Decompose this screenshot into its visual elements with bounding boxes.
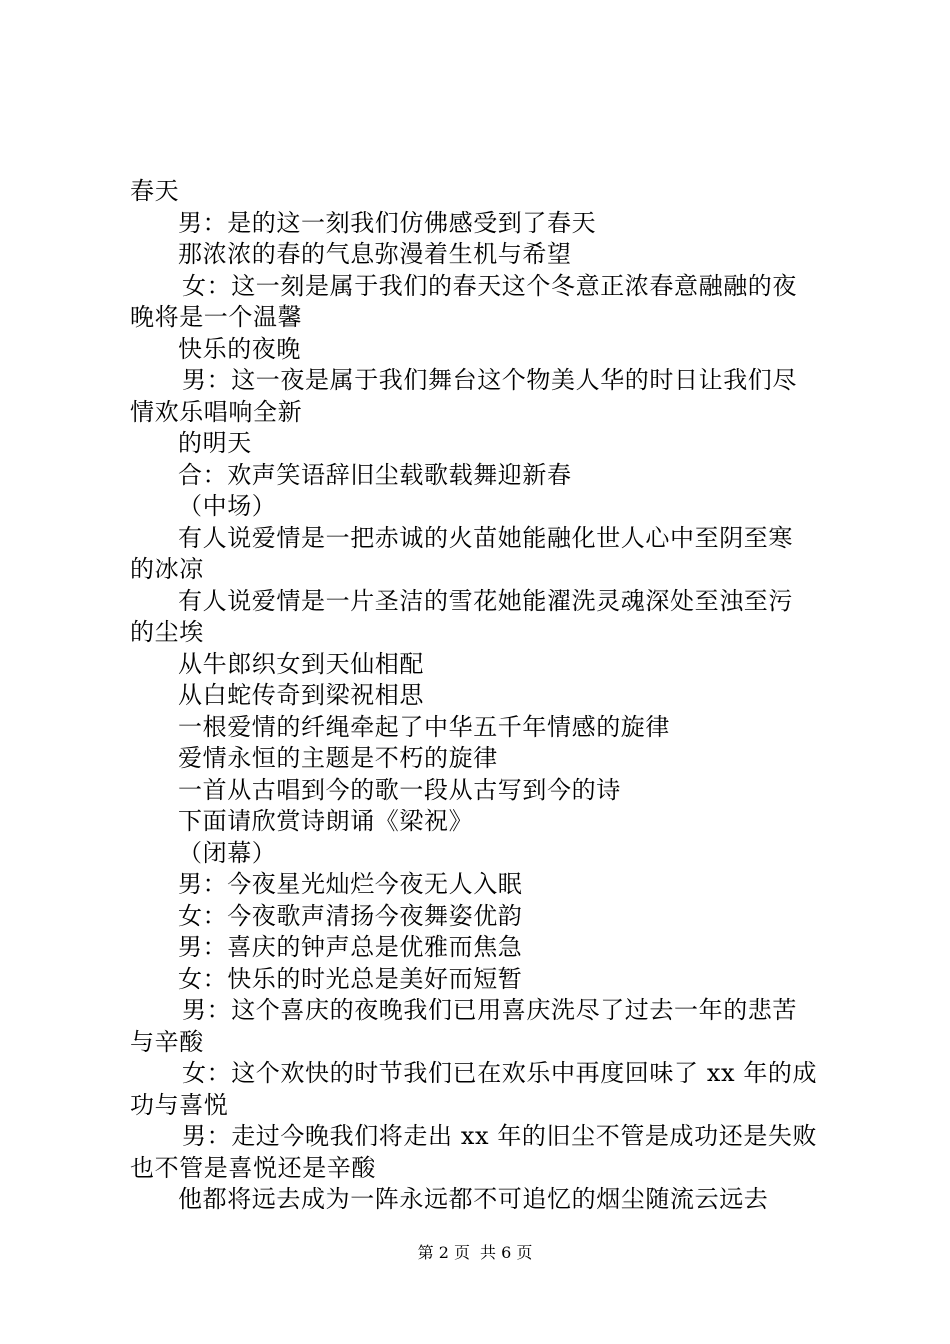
- text-line: 他都将远去成为一阵永远都不可追忆的烟尘随流云远去: [178, 1185, 769, 1213]
- text-line: 晚将是一个温馨: [130, 303, 303, 331]
- text-line: 男：是的这一刻我们仿佛感受到了春天: [178, 208, 597, 237]
- text-line: 男：走过今晚我们将走出 xx 年的旧尘不管是成功还是失败: [182, 1122, 818, 1150]
- text-line: 从牛郎织女到天仙相配: [178, 649, 424, 678]
- text-line: 情欢乐唱响全新: [130, 397, 303, 426]
- text-line: 下面请欣赏诗朗诵《梁祝》: [178, 807, 474, 835]
- page-footer: [0, 1243, 950, 1263]
- document-body: [130, 176, 830, 1216]
- text-line: 女：今夜歌声清扬今夜舞姿优韵: [178, 901, 523, 930]
- text-line: 的尘埃: [130, 618, 204, 646]
- text-line: 与辛酸: [130, 1027, 204, 1056]
- text-line: 女：快乐的时光总是美好而短暂: [178, 964, 523, 993]
- text-line: 男：今夜星光灿烂今夜无人入眠: [178, 870, 523, 898]
- text-line: 女：这个欢快的时节我们已在欢乐中再度回味了 xx 年的成: [182, 1059, 818, 1087]
- text-line: 有人说爱情是一把赤诚的火苗她能融化世人心中至阴至寒: [178, 523, 793, 552]
- text-line: 的明天: [178, 429, 252, 457]
- text-line: 女：这一刻是属于我们的春天这个冬意正浓春意融融的夜: [182, 271, 797, 300]
- text-line: 春天: [130, 177, 180, 205]
- text-line: 从白蛇传奇到梁祝相思: [178, 681, 424, 709]
- page-number: 第 2 页: [417, 1243, 470, 1262]
- text-line: 的冰凉: [130, 555, 204, 583]
- text-line: 男：这一夜是属于我们舞台这个物美人华的时日让我们尽: [182, 366, 797, 394]
- text-line: 一根爱情的纤绳牵起了中华五千年情感的旋律: [178, 712, 670, 741]
- text-line: 快乐的夜晚: [178, 334, 301, 363]
- text-line: 一首从古唱到今的歌一段从古写到今的诗: [178, 775, 621, 804]
- text-line: 合：欢声笑语辞旧尘载歌载舞迎新春: [178, 460, 572, 489]
- text-line: （中场）: [178, 492, 277, 520]
- text-line: 男：喜庆的钟声总是优雅而焦急: [178, 933, 523, 961]
- page-total: 共 6 页: [480, 1243, 533, 1262]
- text-line: 那浓浓的春的气息弥漫着生机与希望: [178, 240, 572, 268]
- text-line: （闭幕）: [178, 838, 277, 867]
- text-line: 男：这个喜庆的夜晚我们已用喜庆洗尽了过去一年的悲苦: [182, 996, 797, 1024]
- text-line: 也不管是喜悦还是辛酸: [130, 1153, 376, 1182]
- text-line: 有人说爱情是一片圣洁的雪花她能濯洗灵魂深处至浊至污: [178, 586, 793, 615]
- text-line: 爱情永恒的主题是不朽的旋律: [178, 744, 498, 772]
- text-line: 功与喜悦: [130, 1090, 229, 1119]
